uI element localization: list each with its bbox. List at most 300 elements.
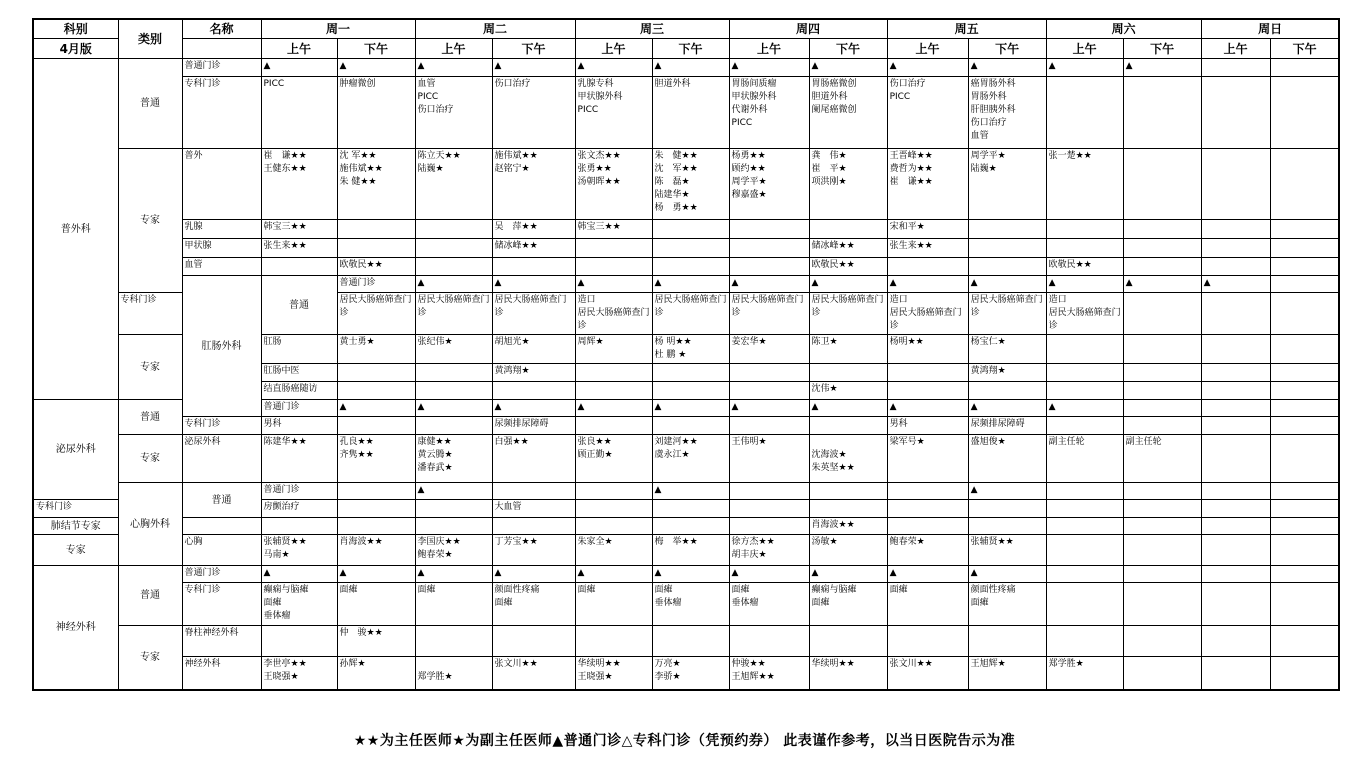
schedule-cell: ▲ — [492, 276, 575, 293]
header-day-fri: 周五 — [887, 19, 1046, 39]
clinic-name-cell: 泌尿外科 — [182, 435, 261, 483]
category-cell: 专家 — [118, 626, 182, 690]
schedule-cell: 沈伟★ — [809, 382, 887, 400]
schedule-cell: 面瘫 — [337, 583, 415, 626]
schedule-cell — [1046, 417, 1123, 435]
schedule-cell: ▲ — [492, 59, 575, 77]
schedule-cell — [575, 239, 652, 258]
schedule-cell — [1201, 364, 1270, 382]
schedule-cell — [1270, 276, 1339, 293]
header-am-5: 上午 — [1046, 39, 1123, 59]
header-day-sun: 周日 — [1201, 19, 1339, 39]
category-cell: 普通 — [182, 483, 261, 518]
schedule-cell — [1270, 417, 1339, 435]
schedule-cell — [652, 417, 729, 435]
schedule-cell: ▲ — [337, 400, 415, 417]
schedule-cell: 居民大肠癌筛查门诊 — [809, 293, 887, 335]
schedule-cell: 朱 健★★ 沈 军★★ 陈 磊★ 陆建华★ 杨 勇★★ — [652, 149, 729, 220]
schedule-row — [33, 566, 1339, 583]
schedule-cell — [1270, 382, 1339, 400]
schedule-cell — [968, 382, 1046, 400]
schedule-cell: ▲ — [337, 59, 415, 77]
clinic-name-cell: 专科门诊 — [33, 500, 118, 518]
schedule-cell — [1201, 59, 1270, 77]
clinic-name-cell: 普通门诊 — [337, 276, 415, 293]
schedule-cell — [1270, 59, 1339, 77]
schedule-cell — [1270, 566, 1339, 583]
schedule-cell: 张辅贤★★ 马南★ — [261, 535, 337, 566]
schedule-cell: ▲ — [652, 59, 729, 77]
schedule-cell: 张辅贤★★ — [968, 535, 1046, 566]
schedule-cell: 张生来★★ — [261, 239, 337, 258]
schedule-cell: ▲ — [809, 276, 887, 293]
schedule-cell — [1201, 239, 1270, 258]
schedule-cell — [729, 258, 809, 276]
schedule-cell — [1123, 583, 1201, 626]
schedule-cell — [729, 626, 809, 657]
schedule-cell — [887, 364, 968, 382]
schedule-cell: ▲ — [415, 483, 492, 500]
department-cell: 肛肠外科 — [182, 276, 261, 417]
schedule-cell — [415, 382, 492, 400]
schedule-cell: 胡旭光★ — [492, 335, 575, 364]
schedule-cell: 刘建河★★ 虞永江★ — [652, 435, 729, 483]
schedule-cell — [968, 500, 1046, 518]
category-cell: 普通 — [261, 276, 337, 335]
clinic-name-cell: 血管 — [182, 258, 261, 276]
schedule-row — [33, 435, 1339, 483]
schedule-cell — [1270, 77, 1339, 149]
schedule-cell — [1201, 535, 1270, 566]
clinic-name-cell: 普外 — [182, 149, 261, 220]
schedule-cell — [652, 258, 729, 276]
clinic-name-cell: 专科门诊 — [182, 417, 261, 435]
schedule-cell: 白强★★ — [492, 435, 575, 483]
schedule-cell: 张文川★★ — [887, 657, 968, 690]
schedule-cell — [1201, 583, 1270, 626]
schedule-cell — [652, 518, 729, 535]
schedule-row — [33, 583, 1339, 626]
schedule-cell: 男科 — [261, 417, 337, 435]
schedule-cell: 王晋峰★★ 费哲为★★ 崔 谦★★ — [887, 149, 968, 220]
clinic-name-cell: 专科门诊 — [182, 77, 261, 149]
schedule-cell: 汤敏★ — [809, 535, 887, 566]
schedule-cell — [1123, 293, 1201, 335]
schedule-cell: 大血管 — [492, 500, 575, 518]
schedule-cell: ▲ — [575, 566, 652, 583]
clinic-name-cell: 脊柱神经外科 — [182, 626, 261, 657]
header-day-thu: 周四 — [729, 19, 887, 39]
clinic-name-cell: 甲状腺 — [182, 239, 261, 258]
schedule-cell: ▲ — [575, 400, 652, 417]
category-cell: 专家 — [118, 435, 182, 483]
schedule-table — [32, 18, 1340, 691]
schedule-cell — [1123, 258, 1201, 276]
schedule-cell — [1123, 149, 1201, 220]
schedule-cell: 华续明★★ — [809, 657, 887, 690]
schedule-row — [33, 77, 1339, 149]
header-pm-4: 下午 — [968, 39, 1046, 59]
schedule-row — [33, 220, 1339, 239]
schedule-cell: ▲ — [809, 59, 887, 77]
schedule-cell — [261, 626, 337, 657]
schedule-cell: 仲 骏★★ — [337, 626, 415, 657]
schedule-cell — [1270, 149, 1339, 220]
schedule-cell — [415, 626, 492, 657]
schedule-cell — [968, 626, 1046, 657]
schedule-cell: 张纪伟★ — [415, 335, 492, 364]
header-pm-0: 下午 — [337, 39, 415, 59]
schedule-cell: ▲ — [887, 566, 968, 583]
schedule-cell — [1123, 364, 1201, 382]
schedule-cell: 万亮★ 李骄★ — [652, 657, 729, 690]
schedule-cell — [261, 258, 337, 276]
category-cell: 普通 — [118, 400, 182, 435]
schedule-cell — [1046, 535, 1123, 566]
header-day-mon: 周一 — [261, 19, 415, 39]
header-pm-3: 下午 — [809, 39, 887, 59]
header-pm-5: 下午 — [1123, 39, 1201, 59]
schedule-cell: 居民大肠癌筛查门诊 — [968, 293, 1046, 335]
schedule-cell: 副主任轮 — [1046, 435, 1123, 483]
schedule-cell — [575, 382, 652, 400]
schedule-row — [33, 518, 1339, 535]
header-am-0: 上午 — [261, 39, 337, 59]
header-day-tue: 周二 — [415, 19, 575, 39]
clinic-name-cell: 专科门诊 — [118, 293, 182, 335]
clinic-name-cell: 普通门诊 — [261, 483, 337, 500]
schedule-cell: 黄士勇★ — [337, 335, 415, 364]
schedule-cell — [415, 258, 492, 276]
schedule-cell — [1046, 364, 1123, 382]
clinic-name-cell: 乳腺 — [182, 220, 261, 239]
schedule-cell — [887, 518, 968, 535]
category-cell: 专家 — [118, 149, 182, 293]
schedule-cell — [1270, 258, 1339, 276]
schedule-cell: 郑学胜★ — [415, 657, 492, 690]
schedule-cell — [887, 483, 968, 500]
schedule-cell — [1201, 500, 1270, 518]
schedule-cell: ▲ — [492, 400, 575, 417]
schedule-cell: ▲ — [1046, 59, 1123, 77]
header-am-6: 上午 — [1201, 39, 1270, 59]
schedule-cell: 居民大肠癌筛查门诊 — [492, 293, 575, 335]
schedule-row — [33, 149, 1339, 220]
schedule-cell: 欧敬民★★ — [1046, 258, 1123, 276]
schedule-cell: 盛旭俊★ — [968, 435, 1046, 483]
schedule-cell: 杨宝仁★ — [968, 335, 1046, 364]
schedule-cell: 孔良★★ 齐隽★★ — [337, 435, 415, 483]
schedule-cell — [968, 518, 1046, 535]
category-cell: 专家 — [33, 535, 118, 566]
schedule-cell — [652, 364, 729, 382]
schedule-cell: 颜面性疼痛 面瘫 — [968, 583, 1046, 626]
schedule-cell — [1270, 483, 1339, 500]
schedule-cell: ▲ — [968, 400, 1046, 417]
header-pm-1: 下午 — [492, 39, 575, 59]
schedule-cell: 胃肠间质瘤 甲状腺外科 代谢外科 PICC — [729, 77, 809, 149]
schedule-cell — [337, 239, 415, 258]
department-cell: 心胸外科 — [118, 483, 182, 566]
header-day-wed: 周三 — [575, 19, 729, 39]
header-category: 类别 — [118, 19, 182, 59]
schedule-cell: ▲ — [652, 276, 729, 293]
schedule-cell — [1270, 435, 1339, 483]
schedule-cell: 面瘫 — [575, 583, 652, 626]
schedule-cell — [1270, 583, 1339, 626]
schedule-cell — [1270, 626, 1339, 657]
schedule-cell — [729, 500, 809, 518]
department-cell: 普外科 — [33, 59, 118, 400]
schedule-cell — [1123, 417, 1201, 435]
schedule-cell — [1046, 220, 1123, 239]
schedule-cell: 尿频排尿障碍 — [968, 417, 1046, 435]
schedule-cell: ▲ — [968, 483, 1046, 500]
header-version: 4月版 — [33, 39, 118, 59]
schedule-cell: 康健★★ 黄云腾★ 潘春武★ — [415, 435, 492, 483]
schedule-cell: ▲ — [1046, 400, 1123, 417]
schedule-row — [33, 239, 1339, 258]
header-name-blank — [182, 39, 261, 59]
schedule-cell: 鲍春荣★ — [887, 535, 968, 566]
schedule-cell: 周学平★ 陆巍★ — [968, 149, 1046, 220]
schedule-cell — [729, 518, 809, 535]
department-cell: 泌尿外科 — [33, 400, 118, 500]
schedule-cell: 沈 军★★ 施伟斌★★ 朱 健★★ — [337, 149, 415, 220]
schedule-cell: 居民大肠癌筛查门诊 — [652, 293, 729, 335]
schedule-cell: 造口 居民大肠癌筛查门诊 — [887, 293, 968, 335]
clinic-name-cell — [182, 518, 261, 535]
clinic-name-cell: 普通门诊 — [182, 566, 261, 583]
schedule-cell — [261, 518, 337, 535]
schedule-cell — [1201, 382, 1270, 400]
schedule-cell: ▲ — [1201, 276, 1270, 293]
schedule-cell: 储冰峰★★ — [809, 239, 887, 258]
schedule-cell — [1201, 626, 1270, 657]
header-pm-2: 下午 — [652, 39, 729, 59]
clinic-name-cell: 结直肠癌随访 — [261, 382, 337, 400]
schedule-cell: 张良★★ 顾正勤★ — [575, 435, 652, 483]
schedule-cell: ▲ — [1123, 276, 1201, 293]
schedule-cell: ▲ — [887, 276, 968, 293]
schedule-cell — [652, 382, 729, 400]
header-am-1: 上午 — [415, 39, 492, 59]
schedule-row — [33, 626, 1339, 657]
schedule-cell — [575, 258, 652, 276]
schedule-cell — [1123, 400, 1201, 417]
schedule-cell: 颜面性疼痛 面瘫 — [492, 583, 575, 626]
schedule-cell — [492, 258, 575, 276]
schedule-cell: ▲ — [809, 566, 887, 583]
schedule-cell — [1123, 535, 1201, 566]
schedule-cell: ▲ — [652, 400, 729, 417]
schedule-cell: ▲ — [415, 566, 492, 583]
schedule-cell: 王旭辉★ — [968, 657, 1046, 690]
schedule-cell: 李世亭★★ 王晓强★ — [261, 657, 337, 690]
schedule-cell: ▲ — [1046, 276, 1123, 293]
schedule-cell — [1201, 435, 1270, 483]
schedule-cell: 沈海波★ 朱英坚★★ — [809, 435, 887, 483]
schedule-cell — [809, 626, 887, 657]
schedule-cell — [1046, 518, 1123, 535]
schedule-cell — [652, 239, 729, 258]
schedule-cell: 杨勇★★ 顾约★★ 周学平★ 穆嘉盛★ — [729, 149, 809, 220]
schedule-cell — [1201, 293, 1270, 335]
schedule-cell — [415, 239, 492, 258]
legend-note: ★★为主任医师★为副主任医师▲普通门诊△专科门诊（凭预约券） 此表谨作参考，以当日医院告示为准 — [353, 733, 1016, 749]
schedule-cell: 面瘫 垂体瘤 — [729, 583, 809, 626]
schedule-cell — [575, 483, 652, 500]
schedule-cell — [809, 220, 887, 239]
schedule-cell — [415, 500, 492, 518]
schedule-cell: 崔 谦★★ 王健东★★ — [261, 149, 337, 220]
schedule-cell: 居民大肠癌筛查门诊 — [337, 293, 415, 335]
schedule-cell: 居民大肠癌筛查门诊 — [729, 293, 809, 335]
schedule-cell — [1270, 364, 1339, 382]
schedule-cell: 副主任轮 — [1123, 435, 1201, 483]
schedule-cell: 周辉★ — [575, 335, 652, 364]
schedule-cell: 李国庆★★ 鲍春荣★ — [415, 535, 492, 566]
schedule-cell: 韩宝三★★ — [261, 220, 337, 239]
schedule-cell: ▲ — [729, 59, 809, 77]
schedule-cell — [1201, 417, 1270, 435]
schedule-cell: 华续明★★ 王晓强★ — [575, 657, 652, 690]
schedule-cell — [1270, 535, 1339, 566]
schedule-cell — [652, 220, 729, 239]
schedule-cell: 乳腺专科 甲状腺外科 PICC — [575, 77, 652, 149]
schedule-cell — [1123, 483, 1201, 500]
schedule-cell — [1123, 220, 1201, 239]
schedule-cell — [575, 500, 652, 518]
schedule-cell: 张文杰★★ 张勇★★ 汤朝晖★★ — [575, 149, 652, 220]
schedule-cell: ▲ — [968, 276, 1046, 293]
schedule-cell — [575, 417, 652, 435]
schedule-cell — [1201, 149, 1270, 220]
schedule-cell: 胃肠癌微创 胆道外科 阑尾癌微创 — [809, 77, 887, 149]
schedule-cell — [1046, 335, 1123, 364]
schedule-cell — [415, 417, 492, 435]
schedule-row — [33, 483, 1339, 500]
schedule-cell — [1201, 566, 1270, 583]
header-am-2: 上午 — [575, 39, 652, 59]
schedule-cell — [1046, 626, 1123, 657]
schedule-cell: 尿频排尿障碍 — [492, 417, 575, 435]
schedule-cell — [1201, 400, 1270, 417]
clinic-name-cell: 普通门诊 — [261, 400, 337, 417]
schedule-cell: 丁芳宝★★ — [492, 535, 575, 566]
category-cell: 专家 — [118, 335, 182, 400]
schedule-cell: 陈建华★★ — [261, 435, 337, 483]
schedule-cell — [968, 239, 1046, 258]
schedule-cell: 肿瘤微创 — [337, 77, 415, 149]
schedule-cell — [1270, 657, 1339, 690]
schedule-cell: 面瘫 垂体瘤 — [652, 583, 729, 626]
schedule-cell — [809, 500, 887, 518]
header-dept: 科别 — [33, 19, 118, 39]
schedule-cell: 肖海波★★ — [809, 518, 887, 535]
schedule-cell: 欧敬民★★ — [337, 258, 415, 276]
schedule-cell: 张生来★★ — [887, 239, 968, 258]
schedule-cell: 陈卫★ — [809, 335, 887, 364]
schedule-cell — [809, 483, 887, 500]
schedule-cell: ▲ — [968, 566, 1046, 583]
schedule-cell: ▲ — [729, 566, 809, 583]
header-am-4: 上午 — [887, 39, 968, 59]
schedule-cell: ▲ — [968, 59, 1046, 77]
schedule-cell — [1046, 382, 1123, 400]
schedule-cell — [492, 518, 575, 535]
header-day-sat: 周六 — [1046, 19, 1201, 39]
schedule-cell — [415, 220, 492, 239]
schedule-cell — [1270, 293, 1339, 335]
category-cell: 肺结节专家 — [33, 518, 118, 535]
schedule-cell: 朱家全★ — [575, 535, 652, 566]
schedule-cell — [492, 483, 575, 500]
schedule-cell: ▲ — [492, 566, 575, 583]
schedule-cell: ▲ — [575, 59, 652, 77]
schedule-cell: 张一楚★★ — [1046, 149, 1123, 220]
schedule-cell: ▲ — [652, 566, 729, 583]
schedule-cell: 黄鸿翔★ — [968, 364, 1046, 382]
schedule-cell: 王伟明★ — [729, 435, 809, 483]
schedule-cell: ▲ — [261, 59, 337, 77]
schedule-cell — [729, 239, 809, 258]
schedule-cell: ▲ — [575, 276, 652, 293]
schedule-cell — [652, 626, 729, 657]
schedule-cell: 癫痫与脑瘫 面瘫 — [809, 583, 887, 626]
schedule-cell — [337, 382, 415, 400]
schedule-cell — [1123, 626, 1201, 657]
schedule-row — [33, 59, 1339, 77]
schedule-cell: 造口 居民大肠癌筛查门诊 — [1046, 293, 1123, 335]
schedule-cell — [337, 518, 415, 535]
schedule-cell: ▲ — [809, 400, 887, 417]
schedule-cell: ▲ — [887, 59, 968, 77]
schedule-cell — [1123, 518, 1201, 535]
schedule-cell — [337, 417, 415, 435]
schedule-cell — [1201, 518, 1270, 535]
schedule-cell — [1123, 657, 1201, 690]
schedule-cell — [1201, 258, 1270, 276]
schedule-cell: 韩宝三★★ — [575, 220, 652, 239]
schedule-cell — [1201, 335, 1270, 364]
schedule-cell — [809, 417, 887, 435]
schedule-cell — [1270, 500, 1339, 518]
department-cell: 神经外科 — [33, 566, 118, 690]
schedule-cell — [1201, 220, 1270, 239]
schedule-row — [33, 258, 1339, 276]
schedule-cell — [729, 483, 809, 500]
header-name: 名称 — [182, 19, 261, 39]
schedule-cell: ▲ — [261, 566, 337, 583]
schedule-cell: 伤口治疗 — [492, 77, 575, 149]
schedule-cell — [575, 518, 652, 535]
schedule-cell: 张文川★★ — [492, 657, 575, 690]
schedule-row — [33, 657, 1339, 690]
clinic-name-cell: 普通门诊 — [182, 59, 261, 77]
schedule-cell: ▲ — [337, 566, 415, 583]
header-am-3: 上午 — [729, 39, 809, 59]
schedule-cell — [1046, 500, 1123, 518]
schedule-cell — [575, 364, 652, 382]
schedule-cell — [1046, 77, 1123, 149]
schedule-cell — [337, 500, 415, 518]
schedule-cell — [1123, 239, 1201, 258]
schedule-cell — [887, 500, 968, 518]
schedule-cell: 梁军号★ — [887, 435, 968, 483]
schedule-cell — [492, 382, 575, 400]
schedule-cell — [337, 364, 415, 382]
